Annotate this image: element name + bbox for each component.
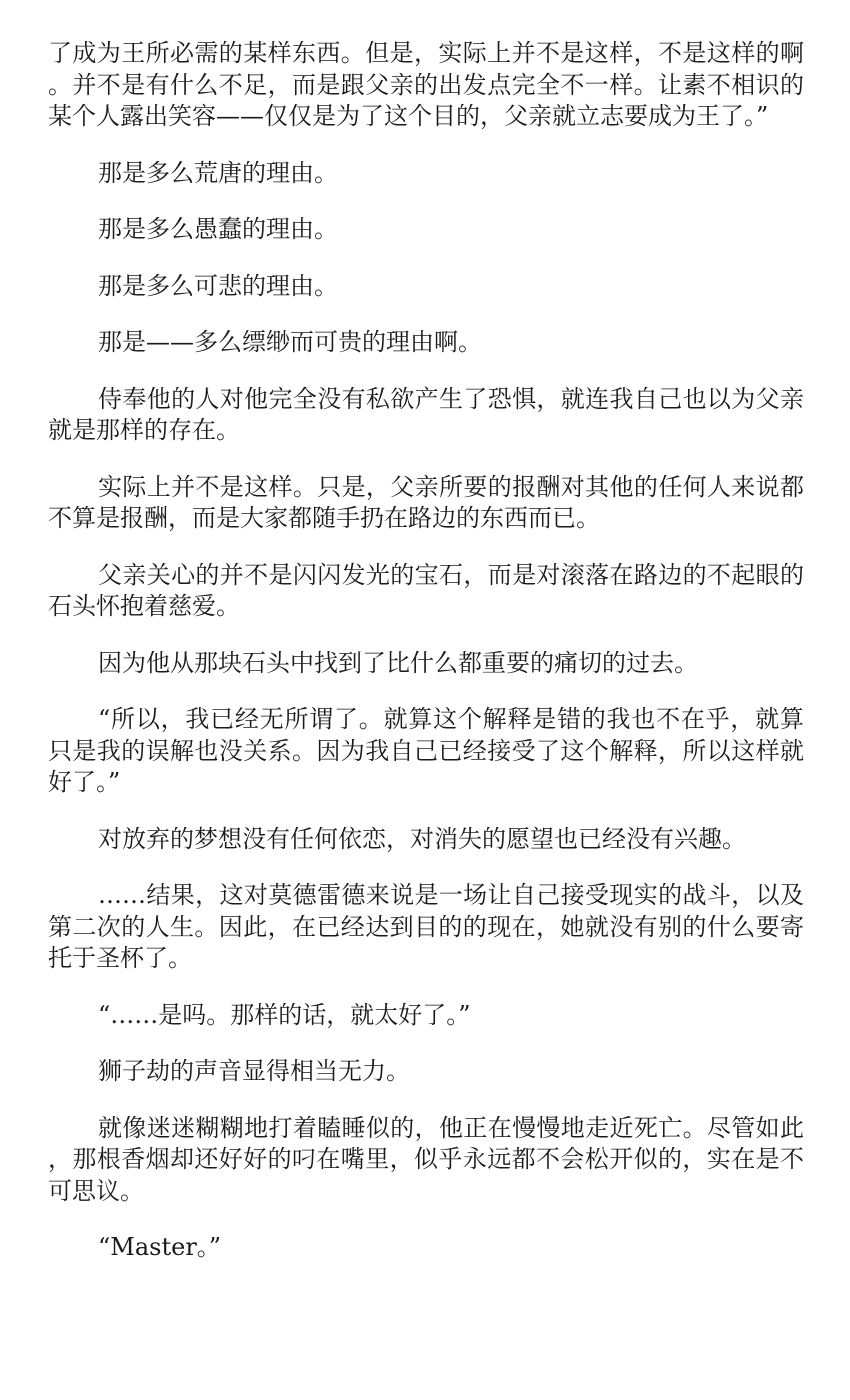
page-text-body — [48, 38, 804, 1289]
paragraph-9: 因为他从那块石头中找到了比什么都重要的痛切的过去。 — [98, 648, 698, 677]
paragraph-6: 侍奉他的人对他完全没有私欲产生了恐惧，就连我自己也以为父亲就是那样的存在。 — [48, 384, 804, 444]
paragraph-16: “Master。” — [98, 1233, 222, 1261]
paragraph-15: 就像迷迷糊糊地打着瞌睡似的，他正在慢慢地走近死亡。尽管如此，那根香烟却还好好的叼在嘴里，似乎永远都不会松开似的，实在是不可思议。 — [48, 1113, 804, 1205]
paragraph-1: 了成为王所必需的某样东西。但是，实际上并不是这样，不是这样的啊。并不是有什么不足，而是跟父亲的出发点完全不一样。让素不相识的某个人露出笑容——仅仅是为了这个目的，父亲就立志要成为王了。” — [48, 39, 804, 130]
paragraph-8: 父亲关心的并不是闪闪发光的宝石，而是对滚落在路边的不起眼的石头怀抱着慈爱。 — [48, 560, 804, 620]
paragraph-11: 对放弃的梦想没有任何依恋，对消失的愿望也已经没有兴趣。 — [98, 824, 746, 853]
paragraph-7: 实际上并不是这样。只是，父亲所要的报酬对其他的任何人来说都不算是报酬，而是大家都随手扔在路边的东西而已。 — [48, 472, 804, 532]
paragraph-10: “所以，我已经无所谓了。就算这个解释是错的我也不在乎，就算只是我的误解也没关系。因为我自己已经接受了这个解释，所以这样就好了。” — [48, 705, 804, 796]
paragraph-4: 那是多么可悲的理由。 — [98, 271, 338, 300]
paragraph-5: 那是——多么缥缈而可贵的理由啊。 — [98, 328, 482, 356]
paragraph-12: ……结果，这对莫德雷德来说是一场让自己接受现实的战斗，以及第二次的人生。因此，在已经达到目的的现在，她就没有别的什么要寄托于圣杯了。 — [48, 881, 804, 972]
paragraph-2: 那是多么荒唐的理由。 — [98, 158, 338, 187]
paragraph-3: 那是多么愚蠢的理由。 — [98, 215, 338, 243]
paragraph-13: “……是吗。那样的话，就太好了。” — [98, 1000, 471, 1029]
paragraph-14: 狮子劫的声音显得相当无力。 — [98, 1057, 410, 1085]
